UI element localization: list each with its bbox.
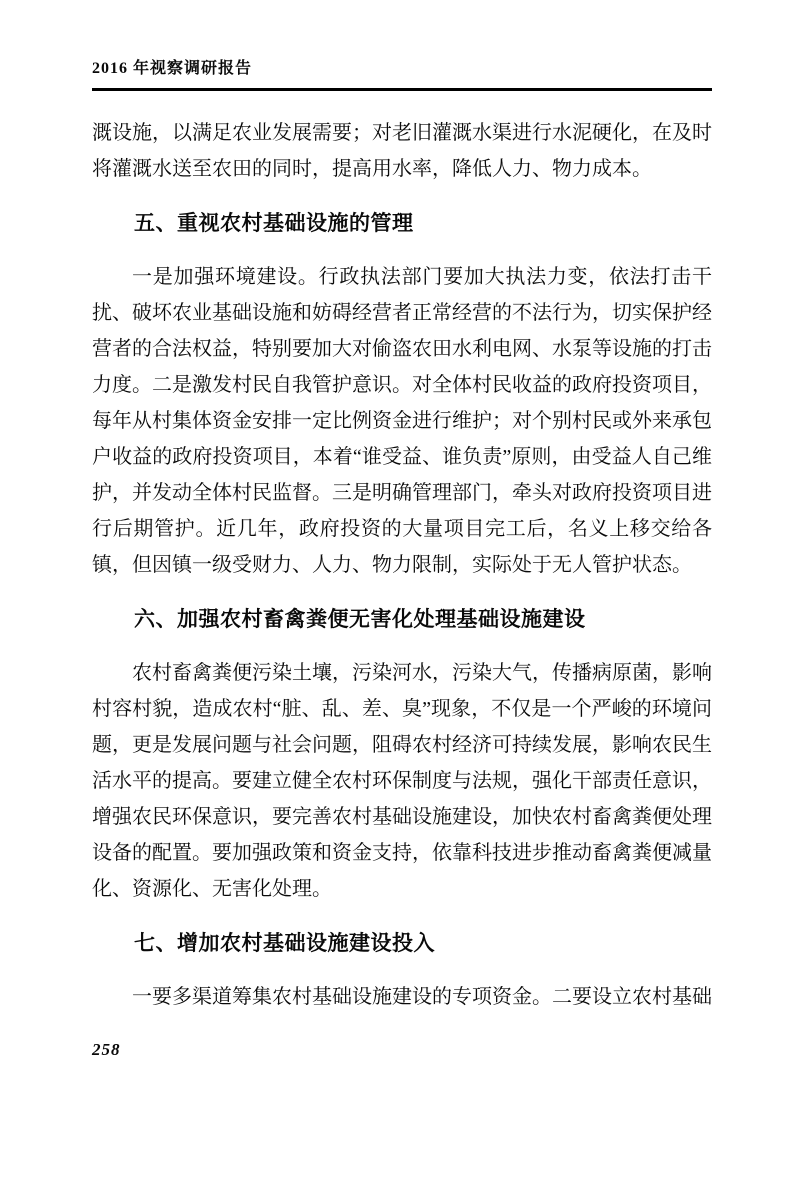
running-header	[92, 58, 712, 91]
running-header-title: 2016 年视察调研报告	[92, 60, 253, 77]
body-paragraph: 溉设施，以满足农业发展需要；对老旧灌溉水渠进行水泥硬化，在及时将灌溉水送至农田的同时，提高用水率，降低人力、物力成本。	[92, 122, 712, 180]
page-number: 258	[92, 1040, 121, 1059]
body-paragraph: 农村畜禽粪便污染土壤，污染河水，污染大气，传播病原菌，影响村容村貌，造成农村“脏、乱、差、臭”现象，不仅是一个严峻的环境问题，更是发展问题与社会问题，阻碍农村经济可持续发展，影响农民生活水平的提高。要建立健全农村环保制度与法规，强化干部责任意识，增强农民环保意识，要完善农村基础设施建设，加快农村畜禽粪便处理设备的配置。要加强政策和资金支持，依靠科技进步推动畜禽粪便减量化、资源化、无害化处理。	[92, 662, 712, 900]
section-heading: 五、重视农村基础设施的管理	[134, 211, 414, 235]
body-paragraph: 一要多渠道筹集农村基础设施建设的专项资金。二要设立农村基础	[132, 986, 712, 1008]
body-paragraph: 一是加强环境建设。行政执法部门要加大执法力变，依法打击干扰、破坏农业基础设施和妨碍经营者正常经营的不法行为，切实保护经营者的合法权益，特别要加大对偷盗农田水利电网、水泵等设施的打击力度。二是激发村民自我管护意识。对全体村民收益的政府投资项目，每年从村集体资金安排一定比例资金进行维护；对个别村民或外来承包户收益的政府投资项目，本着“谁受益、谁负责”原则，由受益人自己维护，并发动全体村民监督。三是明确管理部门，牵头对政府投资项目进行后期管护。近几年，政府投资的大量项目完工后，名义上移交给各镇，但因镇一级受财力、人力、物力限制，实际处于无人管护状态。	[92, 266, 712, 576]
section-heading: 六、加强农村畜禽粪便无害化处理基础设施建设	[134, 607, 586, 631]
document-body	[92, 115, 712, 1015]
header-rule	[92, 88, 712, 91]
section-heading: 七、增加农村基础设施建设投入	[134, 931, 435, 955]
